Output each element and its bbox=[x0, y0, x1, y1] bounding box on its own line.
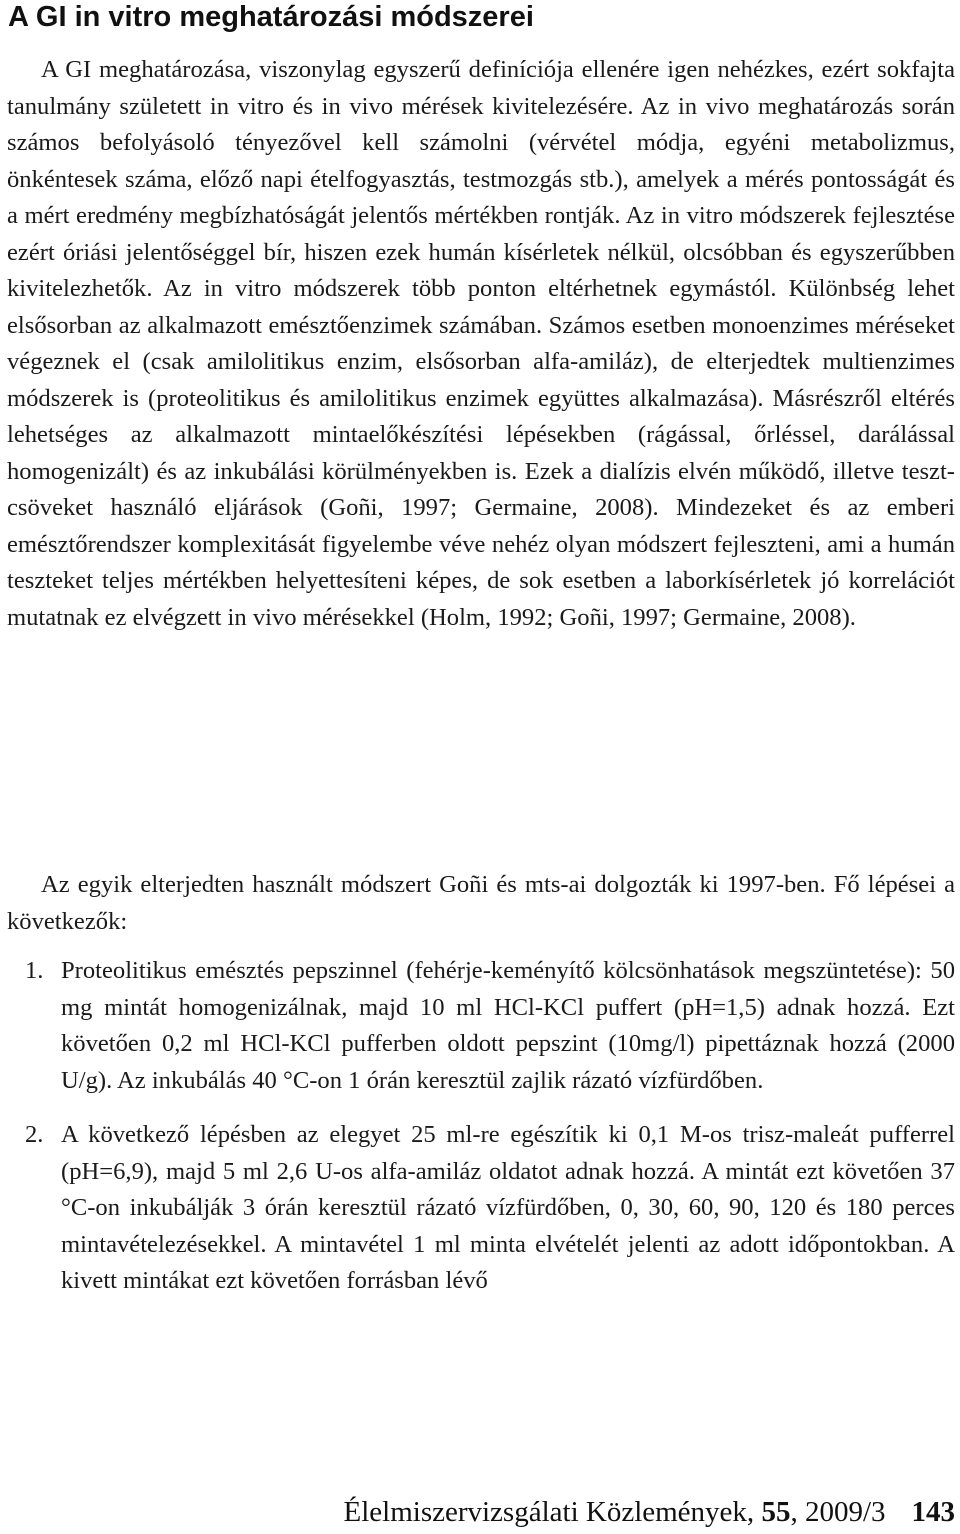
method-steps-list bbox=[7, 953, 955, 1300]
intro-paragraph: A GI meghatározása, viszonylag egyszerű definíciója ellenére igen nehézkes, ezért sokfajta tanulmány született in vitro és in vivo mérések kivitelezésére. Az in vivo meghatározás során számos befolyásoló tényezővel kell számolni (vérvétel módja, egyéni metabolizmus, önkéntesek száma, előző napi ételfogyasztás, testmozgás stb.), amelyek a mérés pontosságát és a mért eredmény megbízhatóságát jelentős mértékben rontják. Az in vitro módszerek fejlesztése ezért óriási jelentőséggel bír, hiszen ezek humán kísérletek nélkül, olcsóbban és egyszerűbben kivitelezhetők. Az in vitro módszerek több ponton eltérhetnek egymástól. Különbség lehet elsősorban az alkalmazott emésztőenzimek számában. Számos esetben monoenzimes méréseket végeznek el (csak amilolitikus enzim, elsősorban alfa-amiláz), de elterjedtek multienzimes módszerek is (proteolitikus és amilolitikus enzimek együttes alkalmazása). Másrészről eltérés lehetséges az alkalmazott mintaelőkészítési lépésekben (rágással, őrléssel, darálással homogenizált) és az inkubálási körülményekben is. Ezek a dialízis elvén működő, illetve teszt-csöveket használó eljárások (Goñi, 1997; Germaine, 2008). Mindezeket és az emberi emésztőrendszer komplexitását figyelembe véve nehéz olyan módszert fejleszteni, ami a humán teszteket teljes mértékben helyettesíteni képes, de sok esetben a laborkísérletek jó korrelációt mutatnak ez elvégzett in vivo mérésekkel (Holm, 1992; Goñi, 1997; Germaine, 2008). bbox=[7, 56, 955, 631]
step-text: A következő lépésben az elegyet 25 ml-re egészítik ki 0,1 M-os trisz-maleát pufferrel (pH=6,9), majd 5 ml 2,6 U-os alfa-amiláz oldatot adnak hozzá. A mintát ezt követően 37 °C-on inkubálják 3 órán keresztül rázató vízfürdőben, 0, 30, 60, 90, 120 és 180 perces mintavételezésekkel. A mintavétel 1 ml minta elvételét jelenti az adott időpontokban. A kivett mintákat ezt követően forrásban lévő bbox=[61, 1121, 955, 1294]
step-number: 1. bbox=[25, 957, 44, 984]
page-number: 143 bbox=[911, 1496, 955, 1528]
method-step-1 bbox=[7, 953, 955, 1099]
page-footer bbox=[0, 1494, 955, 1530]
journal-volume: 55 bbox=[761, 1496, 791, 1528]
section-heading: A GI in vitro meghatározási módszerei bbox=[8, 1, 534, 33]
step-text: Proteolitikus emésztés pepszinnel (fehérje-keményítő kölcsönhatások megszüntetése): 50 mg mintát homogenizálnak, majd 10 ml HCl-KCl puffert (pH=1,5) adnak hozzá. Ezt követően 0,2 ml HCl-KCl pufferben oldott pepszint (10mg/l) pipettáznak hozzá (2000 U/g). Az inkubálás 40 °C-on 1 órán keresztül zajlik rázató vízfürdőben. bbox=[61, 957, 955, 1094]
method-intro-paragraph: Az egyik elterjedten használt módszert Goñi és mts-ai dolgozták ki 1997-ben. Fő lépései a következők: bbox=[7, 871, 955, 935]
step-number: 2. bbox=[25, 1121, 44, 1148]
journal-name: Élelmiszervizsgálati Közlemények, bbox=[343, 1496, 762, 1528]
journal-issue: , 2009/3 bbox=[790, 1496, 886, 1528]
method-step-2 bbox=[7, 1117, 955, 1300]
